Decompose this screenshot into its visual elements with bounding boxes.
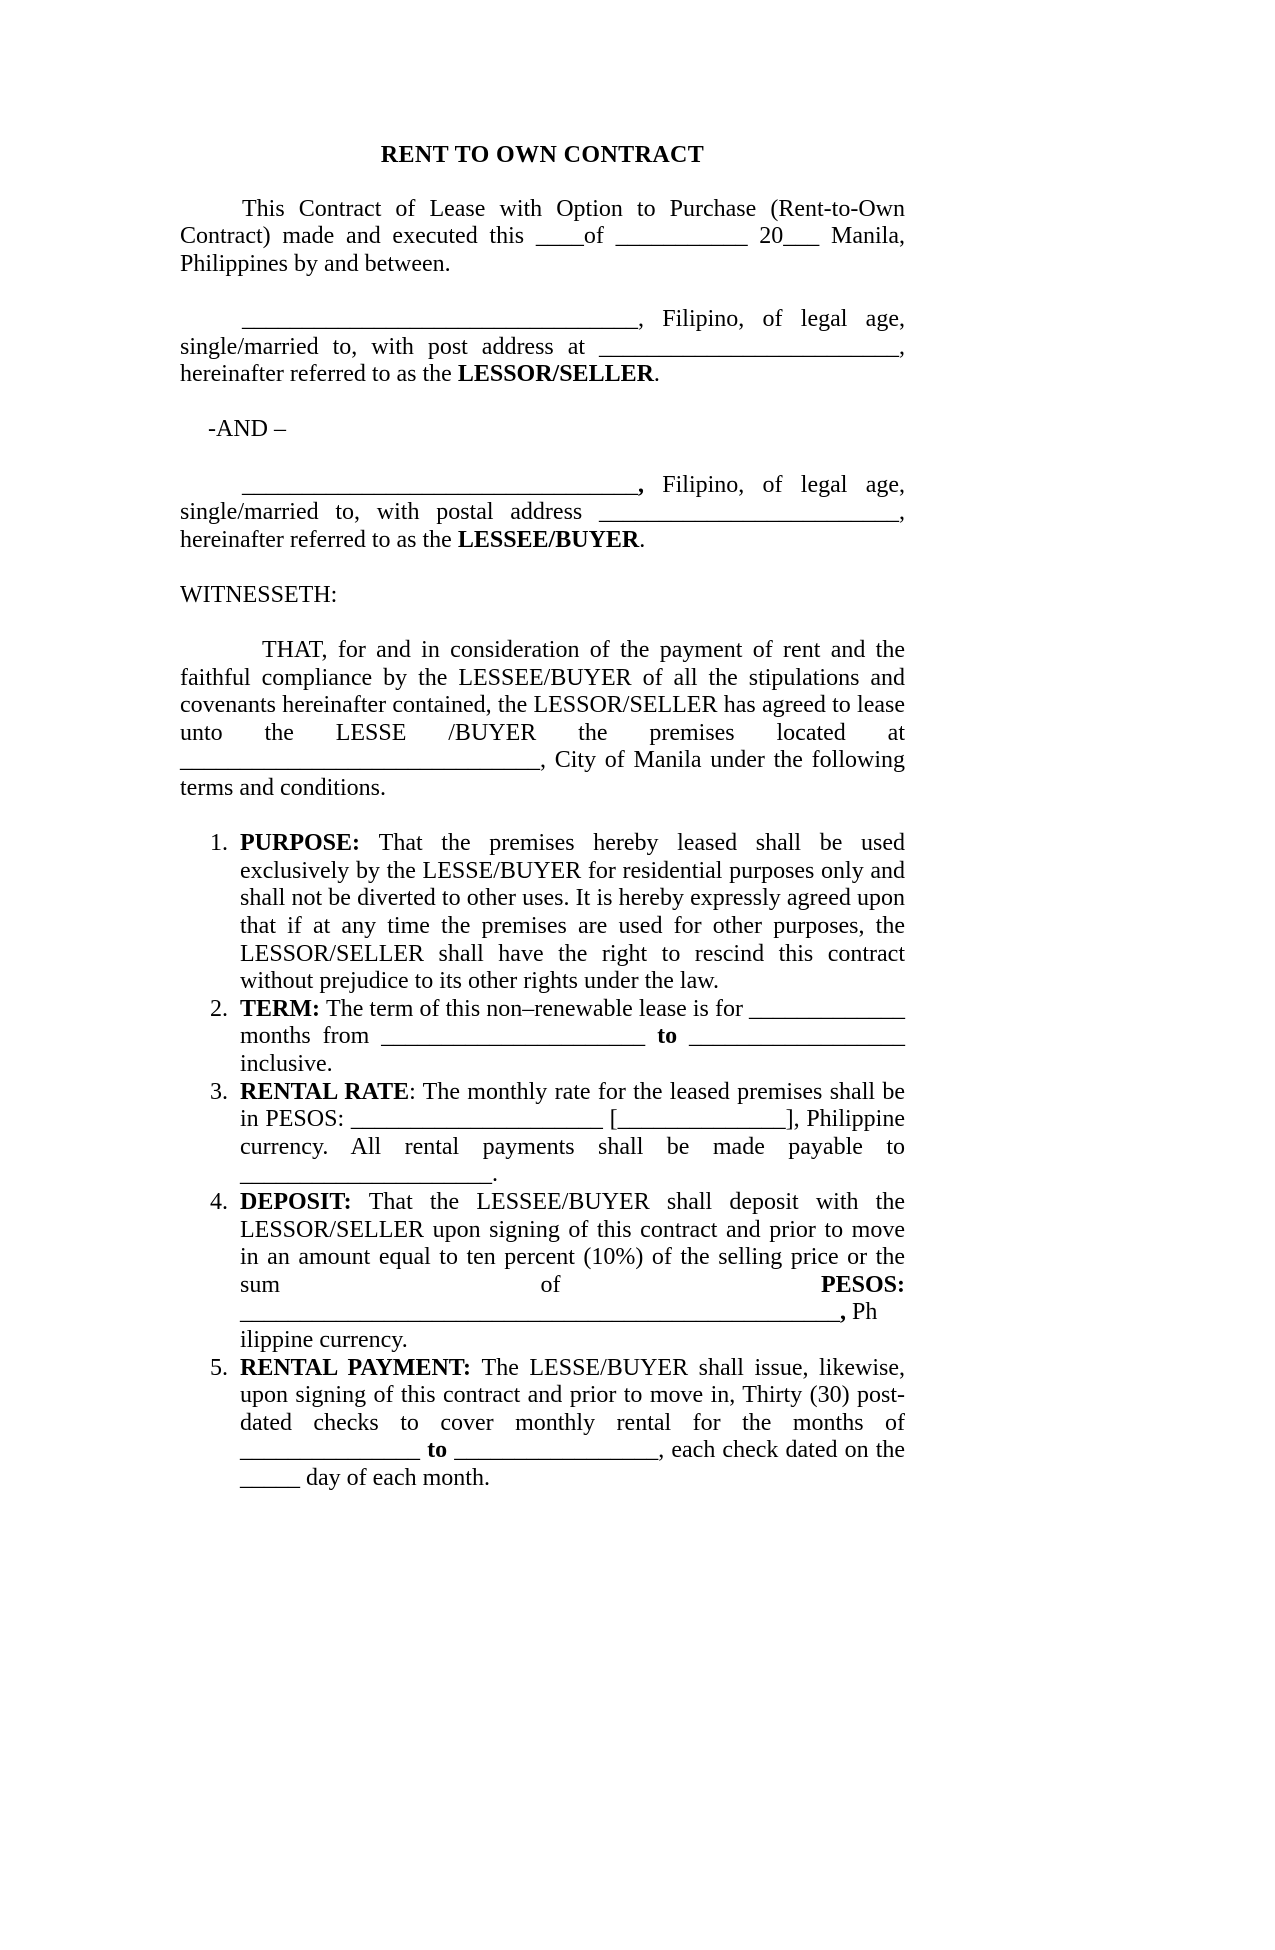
clause-deposit (180, 1189, 905, 1355)
contract-title: RENT TO OWN CONTRACT (380, 142, 705, 168)
text-run: to (427, 1437, 448, 1464)
clause-heading: RENTAL RATE (240, 1078, 410, 1105)
text-run: , City of Manila under the following terms and conditions. (180, 747, 905, 802)
clause-number: 3. (210, 1078, 228, 1105)
clause-rental-rate (180, 1079, 905, 1189)
text-run: inclusive. (240, 1051, 333, 1077)
text-run: ], Philippine currency. All rental payments shall be made payable to (240, 1106, 905, 1160)
text-run: THAT, for and in consideration of the payment of rent and the faithful compliance by the LESSEE/BUYER of all the stipulations and covenants hereinafter contained, the LESSOR/SELLER has agreed to lease unto the LESSE /BUYER the premises located at (180, 637, 905, 746)
text-run: . (492, 1161, 498, 1188)
text-run: : The monthly rate for the leased premises shall be in PESOS: (240, 1078, 906, 1133)
text-run: That the LESSEE/BUYER shall deposit with the LESSOR/SELLER upon signing of this contract and prior to move in an amount equal to ten percent (10%) of the selling price or the sum of (240, 1188, 906, 1298)
blank-field: _____________ (748, 995, 905, 1022)
text-run: That the premises hereby leased shall be used exclusively by the LESSE/BUYER for residential purposes only and shall not be diverted to other uses. It is hereby expressly agreed upon that if at any time the premises are used for other purposes, the LESSOR/SELLER shall have the right to rescind this contract without prejudice to its other rights under the law. (240, 830, 906, 995)
blank-field: _________________________________ (242, 305, 638, 332)
text-run: , hereinafter referred to as the (180, 333, 905, 388)
intro-paragraph (180, 196, 905, 279)
text-run: , hereinafter referred to as the (180, 499, 905, 553)
text-run: months from (240, 1023, 382, 1050)
text-run: day of each month. (300, 1464, 490, 1491)
blank-field: _____________________ (350, 1106, 603, 1133)
blank-field: _________________________________ (242, 471, 638, 498)
text-run: Manila, Philippines by and between. (180, 223, 906, 277)
blank-field: ______________________________ (180, 747, 540, 774)
lessor-paragraph (180, 306, 905, 389)
clause-body (240, 830, 905, 994)
and-separator (180, 416, 905, 444)
clause-number: 5. (210, 1354, 228, 1381)
blank-field: ___________ (615, 223, 748, 250)
text-run: , (840, 1299, 852, 1326)
lessee-buyer-term: LESSEE/BUYER (457, 526, 640, 553)
document-blocks (180, 142, 905, 1493)
blank-field: __________________ (689, 1023, 906, 1050)
blank-field: ____ (535, 223, 584, 250)
text-run: This Contract of Lease with Option to Purchase (Rent-to-Own Contract) made and executed this (180, 195, 905, 250)
lessor-seller-term: LESSOR/SELLER (457, 361, 654, 388)
text-run: , Filipino, of legal age, single/married to, with post address at (180, 305, 905, 360)
text-run: . (639, 526, 646, 553)
blank-field: _________________ (454, 1437, 659, 1464)
clause-number: 2. (210, 995, 228, 1022)
blank-field: _____________________ (240, 1161, 492, 1188)
text-run: to (657, 1023, 678, 1050)
text-run: of (583, 223, 616, 250)
clause-number: 4. (210, 1188, 228, 1215)
text-run: . (653, 361, 660, 388)
blank-field: ______________ (617, 1106, 786, 1133)
clause-rental-payment (180, 1355, 905, 1493)
recital-paragraph (180, 637, 905, 803)
clause-body (240, 1355, 905, 1491)
terms-list (180, 830, 905, 1492)
text-run: ilippine currency. (240, 1326, 408, 1353)
text-run: , (638, 471, 663, 498)
clause-heading: RENTAL PAYMENT: (240, 1354, 482, 1381)
text-run: Filipino, of legal age, single/married to, with postal address (180, 471, 905, 526)
text-run: 20 (747, 223, 784, 250)
blank-field: ___ (783, 223, 820, 250)
lessee-paragraph (180, 472, 905, 555)
text-run: WITNESSETH: (180, 581, 338, 608)
witnesseth-heading (180, 582, 905, 610)
text-run (677, 1023, 689, 1049)
blank-field: _________________________ (599, 333, 899, 360)
clause-heading: DEPOSIT: (240, 1188, 369, 1215)
text-run: PESOS: (820, 1271, 905, 1298)
clause-number: 1. (210, 830, 228, 857)
text-run: The term of this non–renewable lease is for (326, 995, 749, 1022)
text-run: The LESSE/BUYER shall issue, likewise, upon signing of this contract and prior to move in, Thirty (30) post-dated checks to cover monthly rental for the months of (240, 1354, 905, 1436)
blank-field: _______________ (240, 1437, 420, 1464)
clause-body (240, 1079, 905, 1188)
clause-body (240, 996, 905, 1077)
blank-field: ______________________ (381, 1023, 646, 1050)
text-run: , each check dated on the (658, 1437, 906, 1464)
blank-field: __________________________________________________ (240, 1299, 840, 1326)
text-run: Ph (852, 1299, 878, 1326)
blank-field: _________________________ (599, 499, 899, 526)
clause-body (240, 1189, 905, 1353)
clause-heading: PURPOSE: (240, 830, 379, 857)
clause-term (180, 996, 905, 1079)
blank-field: _____ (240, 1464, 300, 1491)
clause-purpose (180, 830, 905, 996)
text-run: [ (602, 1106, 618, 1133)
clause-heading: TERM: (240, 995, 327, 1022)
text-run (645, 1023, 657, 1049)
text-run: -AND – (208, 416, 286, 443)
